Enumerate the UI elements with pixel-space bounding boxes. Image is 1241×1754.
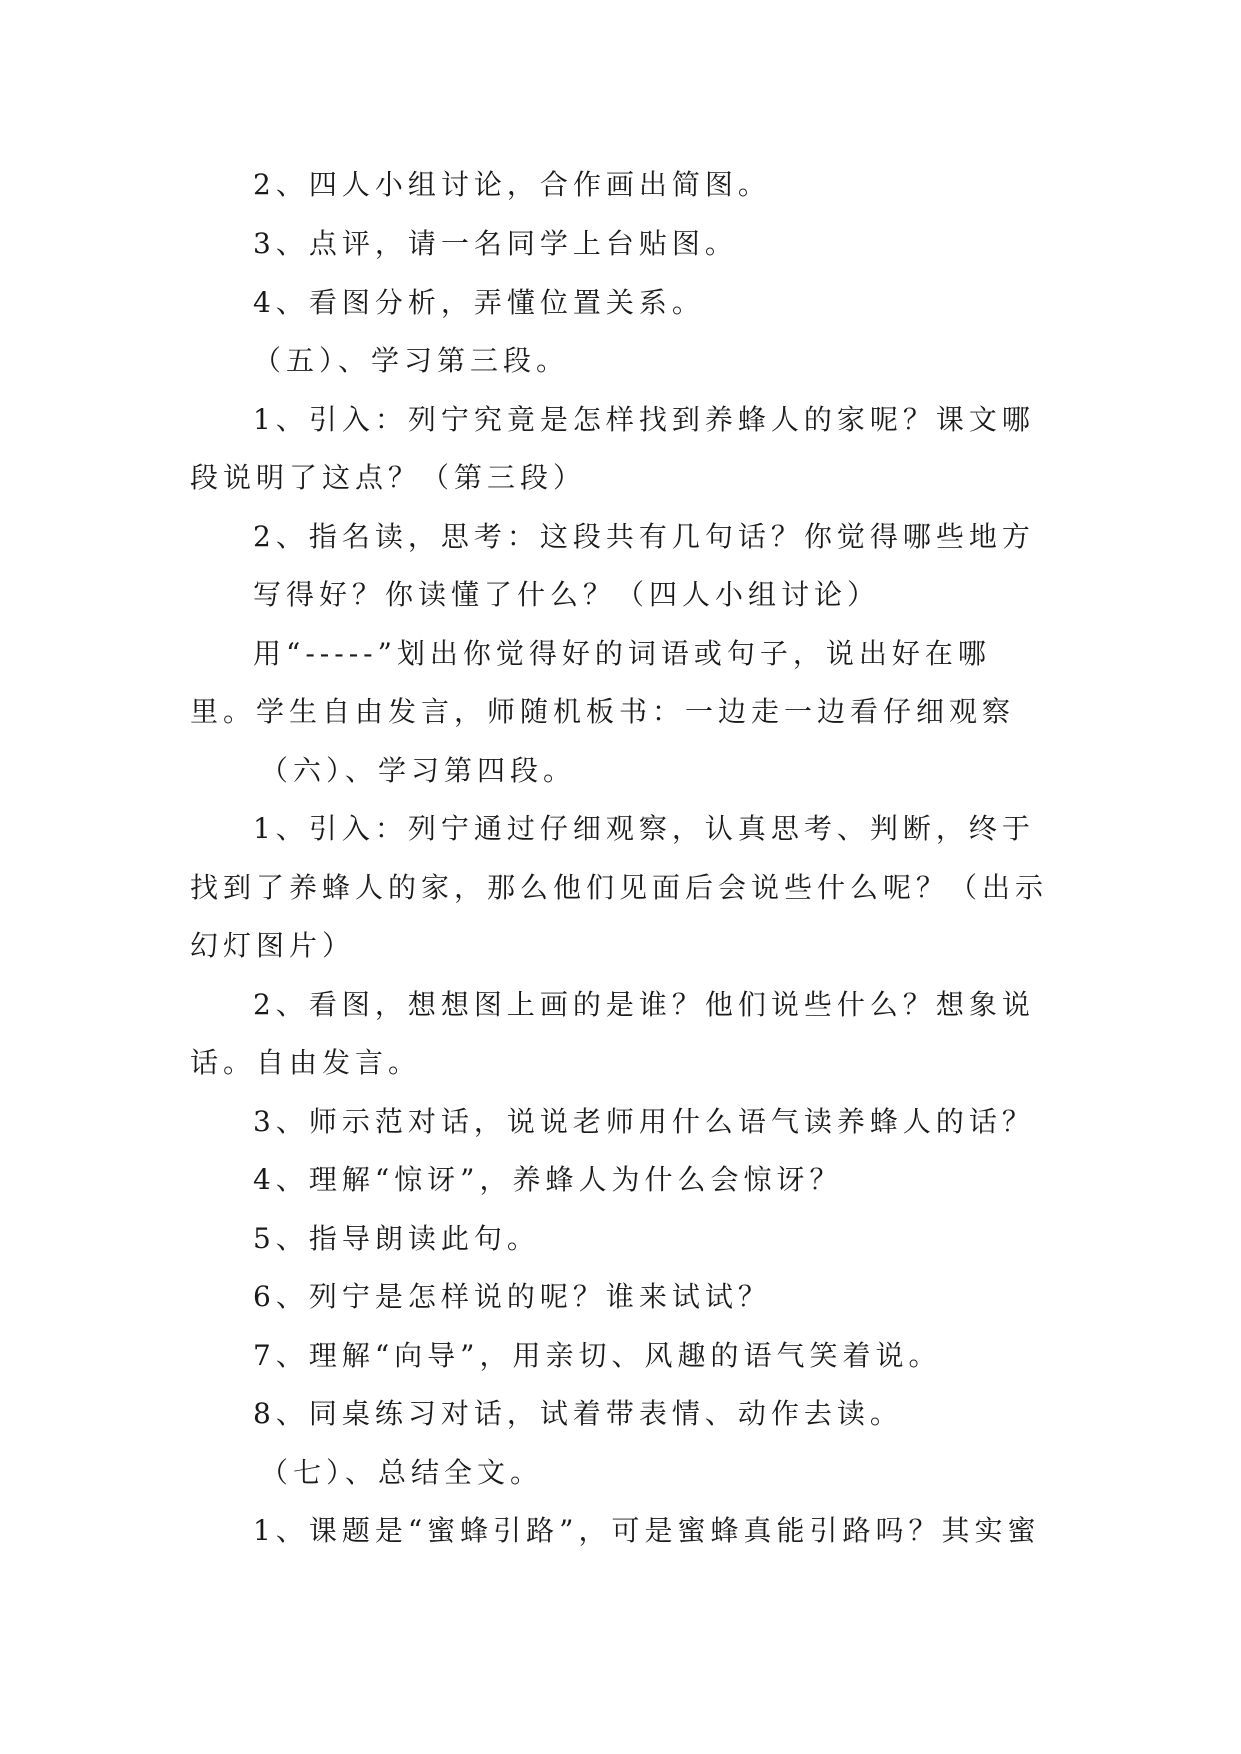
text-line: 2、四人小组讨论，合作画出简图。 bbox=[253, 168, 771, 201]
text-line: 1、课题是“蜜蜂引路”，可是蜜蜂真能引路吗？其实蜜 bbox=[253, 1514, 1041, 1547]
text-line: 1、引入：列宁通过仔细观察，认真思考、判断，终于 bbox=[253, 812, 1035, 845]
text-line: 找到了养蜂人的家，那么他们见面后会说些什么呢？（出示 bbox=[190, 871, 1049, 904]
section-heading: （五）、学习第三段。 bbox=[253, 344, 570, 377]
section-heading: （七）、总结全文。 bbox=[260, 1456, 544, 1489]
text-line: 5、指导朗读此句。 bbox=[253, 1222, 540, 1255]
text-line: 里。学生自由发言，师随机板书：一边走一边看仔细观察 bbox=[190, 695, 1016, 728]
text-line: 4、理解“惊讶”，养蜂人为什么会惊讶？ bbox=[253, 1163, 843, 1196]
text-line: 6、列宁是怎样说的呢？谁来试试？ bbox=[253, 1280, 771, 1313]
section-heading: （六）、学习第四段。 bbox=[260, 754, 577, 787]
text-line: 2、指名读，思考：这段共有几句话？你觉得哪些地方 bbox=[253, 520, 1035, 553]
text-line: 3、师示范对话，说说老师用什么语气读养蜂人的话？ bbox=[253, 1105, 1035, 1138]
text-line: 话。自由发言。 bbox=[190, 1046, 422, 1079]
text-line: 段说明了这点？（第三段） bbox=[190, 461, 587, 494]
text-line: 用“-----”划出你觉得好的词语或句子，说出好在哪 bbox=[253, 637, 991, 670]
text-line: 3、点评，请一名同学上台贴图。 bbox=[253, 227, 738, 260]
text-line: 幻灯图片） bbox=[190, 929, 356, 962]
text-line: 写得好？你读懂了什么？（四人小组讨论） bbox=[253, 578, 881, 611]
text-line: 7、理解“向导”，用亲切、风趣的语气笑着说。 bbox=[253, 1339, 942, 1372]
text-line: 8、同桌练习对话，试着带表情、动作去读。 bbox=[253, 1397, 903, 1430]
text-line: 2、看图，想想图上画的是谁？他们说些什么？想象说 bbox=[253, 988, 1035, 1021]
text-line: 1、引入：列宁究竟是怎样找到养蜂人的家呢？课文哪 bbox=[253, 403, 1035, 436]
text-line: 4、看图分析，弄懂位置关系。 bbox=[253, 286, 705, 319]
